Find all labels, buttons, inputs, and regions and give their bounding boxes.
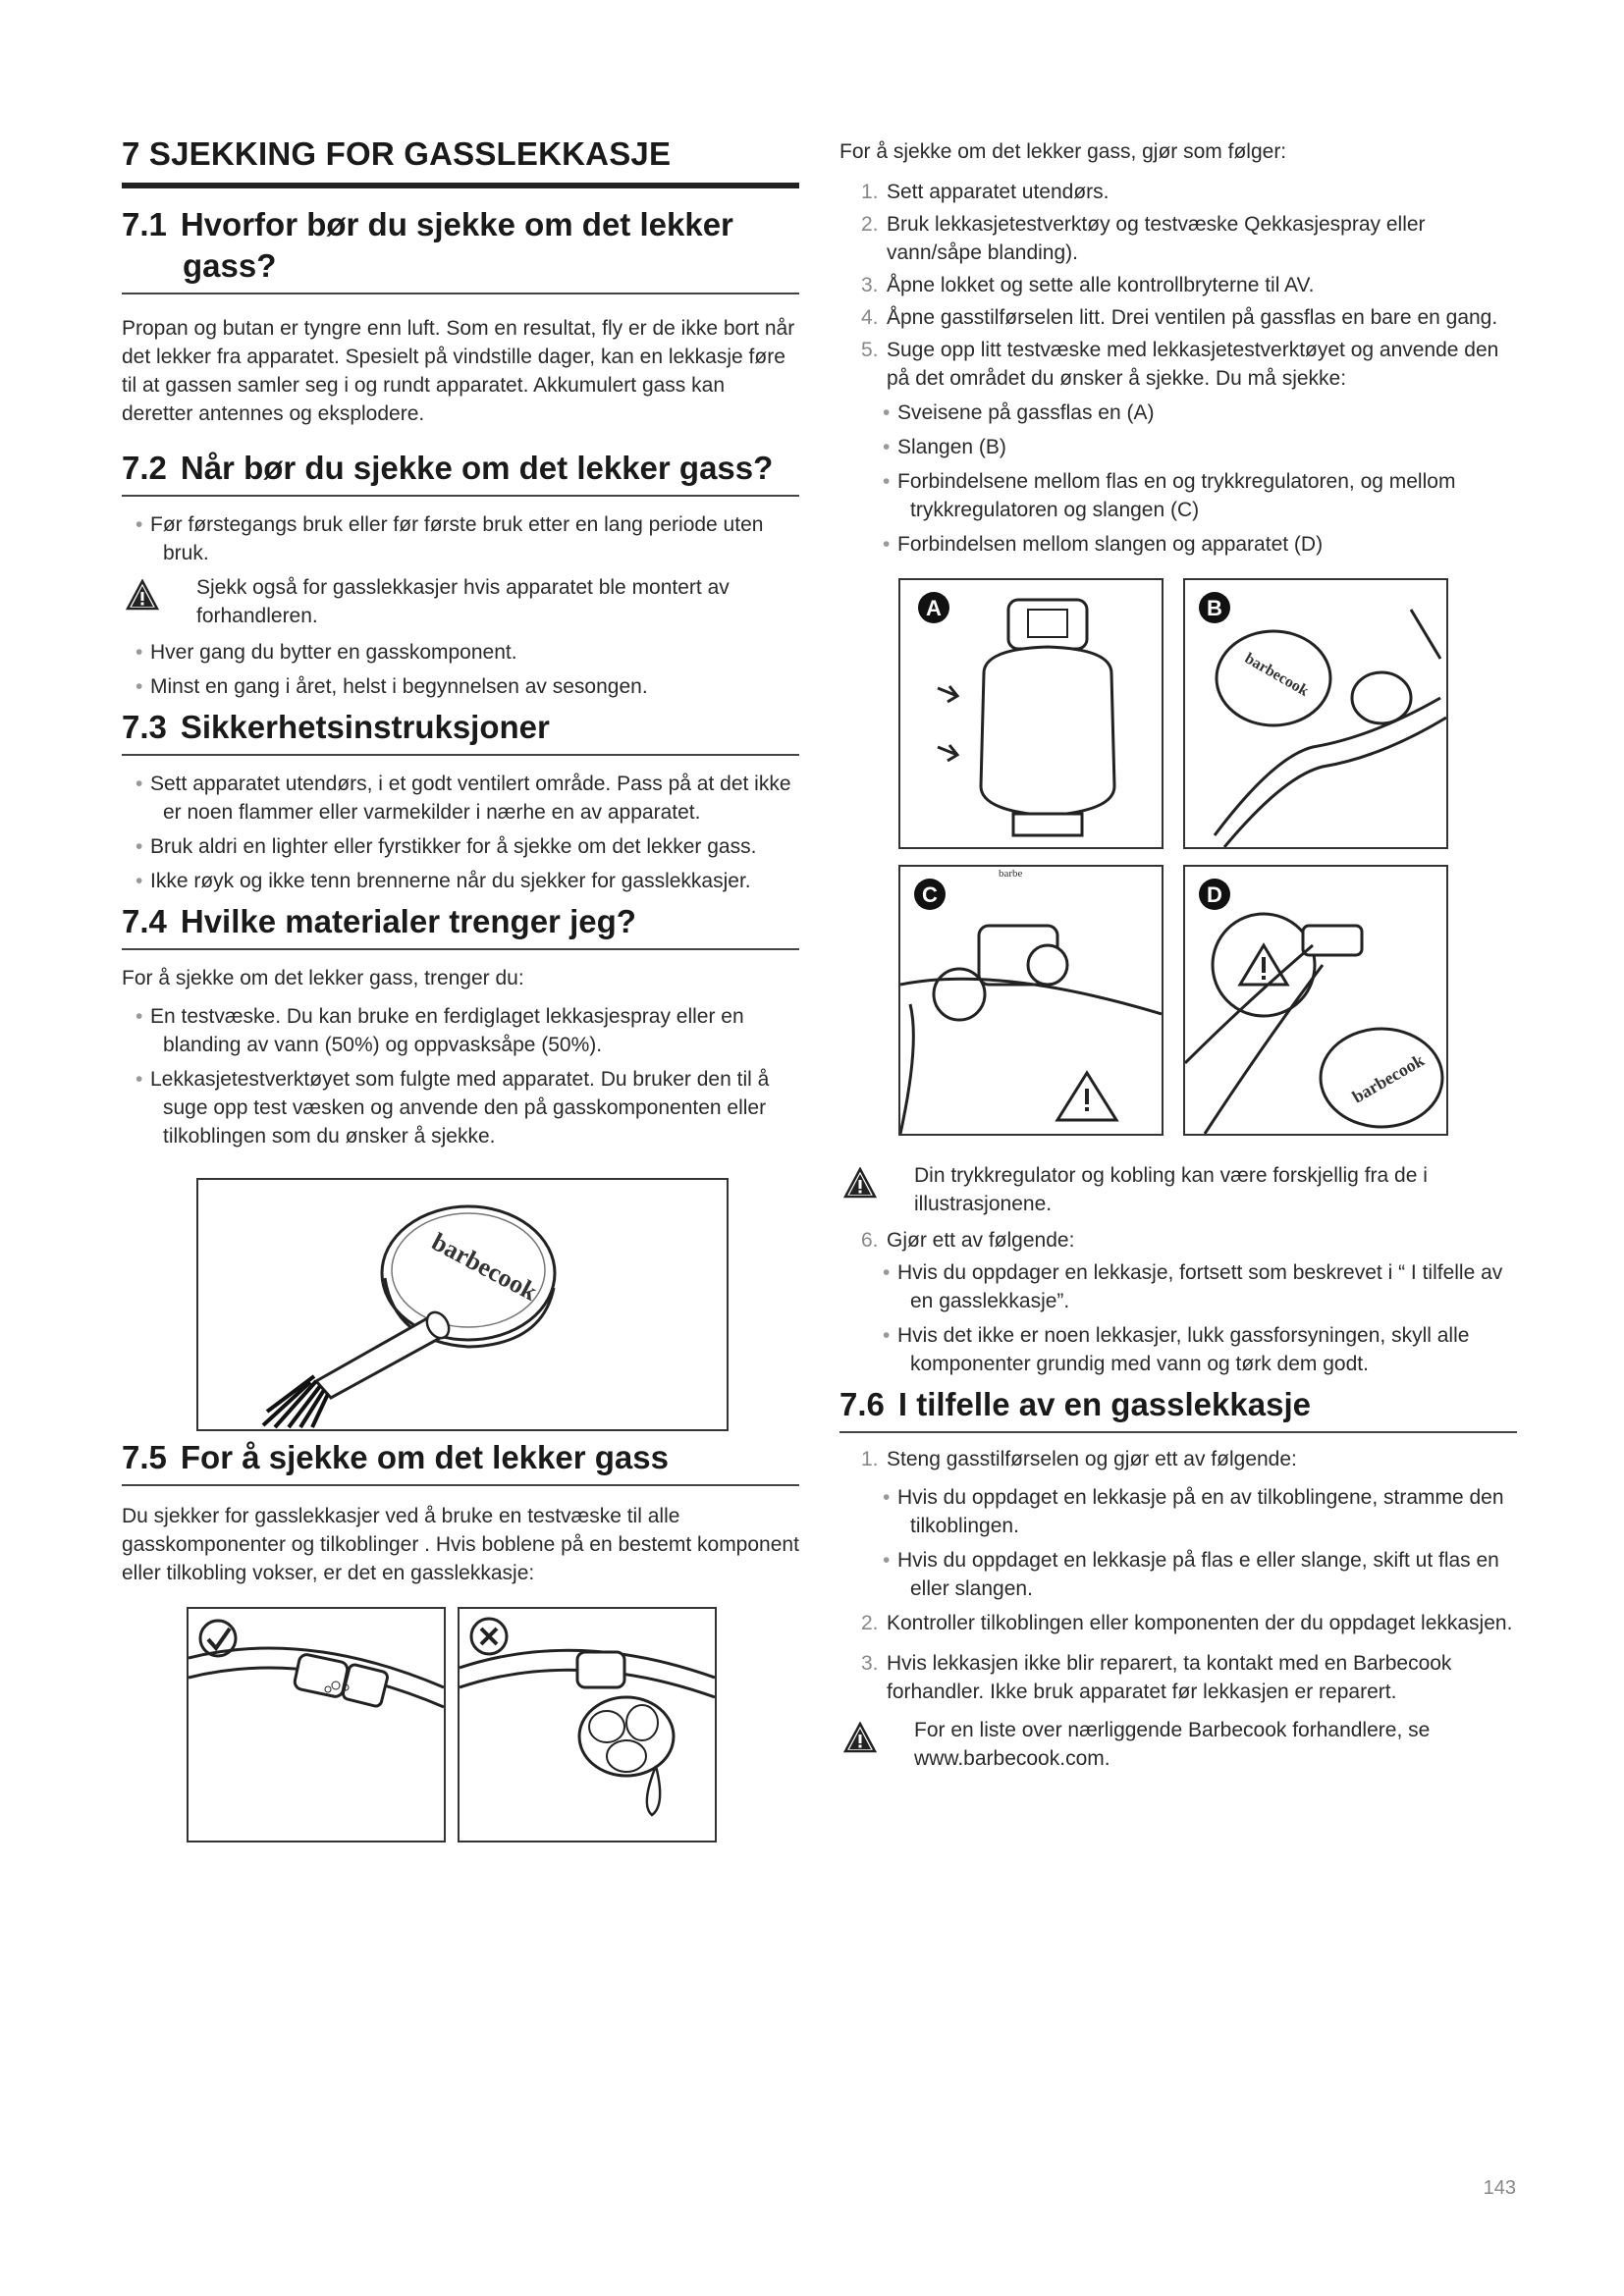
section-title: Når bør du sjekke om det lekker gass? [180,450,774,486]
list-item: • Slangen (B) [839,433,1517,461]
when-check-list [122,510,799,567]
list-item: • En testvæske. Du kan bruke en ferdiglaget lekkasjespray eller en blanding av vann (50%) og oppvasksåpe (50%). [122,1002,799,1059]
page-number: 143 [1483,2177,1516,2199]
warning-icon [126,579,159,611]
list-item: • Hvis det ikke er noen lekkasjer, lukk gassforsyningen, skyll alle komponenter grundig med vann og tørk dem godt. [839,1321,1517,1378]
list-item: • Hver gang du bytter en gasskomponent. [122,638,799,667]
list-item: • Hvis du oppdaget en lekkasje på flas e eller slange, skift ut flas en eller slangen. [839,1546,1517,1603]
figure-label-b: B [1207,596,1222,620]
figure-a-cylinder [898,578,1164,849]
leak-steps [839,1445,1517,1473]
brand-logo-text: barbecook [1348,1049,1428,1107]
section-7-4-heading [122,901,799,950]
section-7-3-heading [122,707,799,756]
brand-logo-text: barbecook [427,1227,542,1307]
section-7-5-body: Du sjekker for gasslekkasjer ved å bruke en testvæske til alle gasskomponenter og tilkoblinger . Hvis boblene på en bestemt komponent eller tilkobling vokser, er det en gasslekkasje: [122,1505,799,1584]
section-7-1-heading [122,204,799,294]
no-leak-figure [187,1607,446,1842]
step-item: 5. Suge opp litt testvæske med lekkasjetestverktøyet og anvende den på det området du ønsker å sjekke. Du må sjekke: [861,339,1499,390]
warning-icon [843,1167,877,1199]
figure-d-appliance [1183,865,1448,1136]
list-item: • Ikke røyk og ikke tenn brennerne når du sjekker for gasslekkasjer. [122,867,799,895]
list-item: • Lekkasjetestverktøyet som fulgte med apparatet. Du bruker den til å suge opp test væsken og anvende den på gasskomponenten eller tilkoblingen som du ønsker å sjekke. [122,1065,799,1150]
warning-text: Din trykkregulator og kobling kan være forskjellig fra de i illustrasjonene. [914,1164,1428,1215]
section-title: I tilfelle av en gasslekkasje [897,1386,1311,1422]
figure-label-d: D [1207,882,1222,907]
list-item: • Bruk aldri en lighter eller fyrstikker for å sjekke om det lekker gass. [122,832,799,861]
section-number: 7.5 [122,1439,167,1475]
brush-tool-drawing [198,1180,727,1429]
step-item: 2. Kontroller tilkoblingen eller komponenten der du oppdaget lekkasjen. [861,1612,1513,1634]
brand-logo-text: barbecook [1241,650,1312,700]
section-7-2-heading [122,448,799,497]
leak-steps-more [839,1609,1517,1706]
bubble-test-figures [187,1607,799,1842]
procedure-steps [839,178,1517,393]
when-check-list-more [122,638,799,701]
step-item: 3. Åpne lokket og sette alle kontrollbryterne til AV. [861,274,1315,296]
section-7-1-body: Propan og butan er tyngre enn luft. Som en resultat, fly er de ikke bort når det lekker fra apparatet. Spesielt på vindstille dager, kan en lekkasje føre til at gassen samler seg i og rundt apparatet. Akkumulert gass kan deretter antennes og eksplodere. [122,317,795,425]
leak-figure [458,1607,717,1842]
right-column [839,128,1517,1781]
section-number: 7.1 [122,206,167,242]
brand-logo-text: barbe [999,868,1023,880]
list-item: • Hvis du oppdager en lekkasje, fortsett som beskrevet i “ I tilfelle av en gasslekkasje”. [839,1258,1517,1315]
warning-text: Sjekk også for gasslekkasjer hvis apparatet ble montert av forhandleren. [196,576,730,627]
list-item: • Forbindelsene mellom flas en og trykkregulatoren, og mellom trykkregulatoren og slangen (C) [839,467,1517,524]
procedure-step-6 [839,1226,1517,1255]
leak-step-1-options [839,1483,1517,1603]
procedure-intro: For å sjekke om det lekker gass, gjør som følger: [839,140,1287,163]
check-location-figures [898,578,1450,1136]
figure-c-regulator [898,865,1164,1136]
step-item: 2. Bruk lekkasjetestverktøy og testvæske Qekkasjespray eller vann/såpe blanding). [861,213,1426,264]
section-7-6-heading [839,1384,1517,1433]
section-title: Hvorfor bør du sjekke om det lekker gass? [180,206,733,284]
list-item: • Sett apparatet utendørs, i et godt ventilert område. Pass på at det ikke er noen flammer eller varmekilder i nærhe en av apparatet. [122,770,799,827]
list-item: • Før førstegangs bruk eller før første bruk etter en lang periode uten bruk. [122,510,799,567]
step-item: 1. Steng gasstilførselen og gjør ett av følgende: [861,1448,1297,1470]
step-item: 6. Gjør ett av følgende: [861,1229,1075,1252]
left-column [122,128,799,1842]
safety-list [122,770,799,895]
materials-list [122,1002,799,1150]
section-7-5-heading [122,1437,799,1486]
figure-label-c: C [922,882,938,907]
step-6-options [839,1258,1517,1378]
section-title: For å sjekke om det lekker gass [180,1439,669,1475]
section-number: 7.4 [122,903,167,939]
warning-icon [843,1722,877,1753]
section-title: Sikkerhetsinstruksjoner [180,709,550,745]
figure-b-hose [1183,578,1448,849]
materials-intro: For å sjekke om det lekker gass, trenger du: [122,967,524,989]
figure-label-a: A [926,596,942,620]
regulator-warning [843,1161,1517,1218]
chapter-title: 7 SJEKKING FOR GASSLEKKASJE [122,128,799,188]
step-item: 3. Hvis lekkasjen ikke blir reparert, ta kontakt med en Barbecook forhandler. Ikke bruk apparatet før lekkasjen er reparert. [861,1652,1452,1703]
section-title: Hvilke materialer trenger jeg? [180,903,636,939]
leak-test-tool-illustration [196,1178,729,1431]
list-item: • Sveisene på gassflas en (A) [839,399,1517,427]
dealer-warning [126,573,799,630]
warning-text: For en liste over nærliggende Barbecook forhandlere, se www.barbecook.com. [914,1719,1431,1770]
dealer-list-warning [843,1716,1517,1773]
list-item: • Minst en gang i året, helst i begynnelsen av sesongen. [122,672,799,701]
step-item: 1. Sett apparatet utendørs. [861,181,1110,203]
section-number: 7.6 [839,1386,885,1422]
list-item: • Hvis du oppdaget en lekkasje på en av tilkoblingene, stramme den tilkoblingen. [839,1483,1517,1540]
list-item: • Forbindelsen mellom slangen og apparatet (D) [839,530,1517,559]
section-number: 7.3 [122,709,167,745]
step-item: 4. Åpne gasstilførselen litt. Drei ventilen på gassflas en bare en gang. [861,306,1498,329]
check-locations [839,399,1517,559]
section-number: 7.2 [122,450,167,486]
